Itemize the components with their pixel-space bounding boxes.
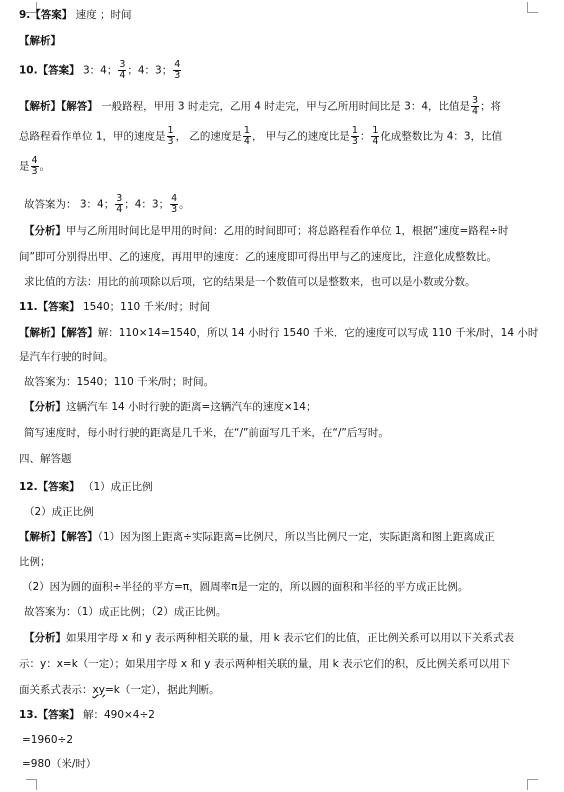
q10-analysis-note-2: 间”即可分别得出甲、乙的速度，再用甲的速度：乙的速度即可得出甲与乙的速度比，注意化成整数比。 [19, 251, 497, 263]
denominator: 4 [372, 136, 379, 147]
fraction [243, 126, 251, 147]
q12-final-answer: 故答案为：（1）成正比例；（2）成正比例。 [24, 606, 227, 618]
q11-answer-line [19, 300, 546, 314]
analysis-text: 。 [39, 160, 51, 173]
numerator: 4 [171, 193, 178, 204]
fraction [170, 194, 178, 215]
denominator: 3 [31, 166, 38, 177]
fraction [173, 60, 181, 81]
answer-text: ；4：3； [124, 198, 170, 211]
analysis-text: ： [359, 130, 371, 143]
analysis-tag: 【分析】 [24, 401, 66, 413]
analysis-text: 化成整数比为 4：3，比值 [380, 130, 503, 143]
analysis-text: ；将 [480, 100, 502, 113]
denominator: 3 [351, 136, 358, 147]
analysis-tag: 【解析】【解答】 [19, 100, 98, 113]
numerator: 1 [372, 125, 379, 136]
denominator: 4 [119, 70, 126, 81]
analysis-text: =k（一定），据此判断。 [104, 684, 220, 696]
corner-mark-bottom-right [527, 779, 538, 790]
numerator: 4 [174, 59, 181, 70]
answer-text: 3：4； [82, 64, 118, 77]
fraction [471, 96, 479, 117]
q10-final-answer [24, 194, 546, 215]
q13-step-3: =980（米/时） [22, 758, 97, 770]
q10-analysis-line-2 [19, 126, 546, 147]
answer-tag: 【答案】 [30, 9, 73, 21]
answer-tag: 【答案】 [37, 301, 80, 313]
denominator: 4 [243, 136, 250, 147]
analysis-text: 总路程看作单位 1，甲的速度是 [19, 130, 166, 143]
q10-analysis-line-3 [19, 156, 546, 177]
section-heading: 四、解答题 [19, 453, 72, 465]
fraction [371, 126, 379, 147]
q12-answer-line [19, 480, 546, 494]
q11-analysis-line-1 [19, 326, 546, 340]
denominator: 3 [174, 70, 181, 81]
analysis-text: 是 [19, 160, 30, 173]
analysis-tag: 【解析】【解答】 [19, 531, 98, 543]
q12-answer-part-2: （2）成正比例 [24, 506, 94, 518]
analysis-text: 一般路程，甲用 3 时走完，乙用 4 时走完，甲与乙所用时间比是 3：4，比值是 [101, 100, 471, 113]
q9-answer-line [19, 8, 546, 22]
analysis-tag: 【分析】 [24, 632, 66, 644]
answer-text: 。 [179, 198, 190, 211]
q12-analysis-line-1 [19, 530, 546, 544]
analysis-text: （1）因为图上距离÷实际距离=比例尺，所以当比例尺一定，实际距离和图上距离成正 [97, 531, 495, 543]
analysis-text: 这辆汽车 14 小时行驶的距离=这辆汽车的速度×14； [66, 401, 317, 413]
analysis-tag: 【分析】 [24, 225, 66, 237]
answer-tag: 【答案】 [37, 709, 80, 721]
numerator: 3 [116, 193, 123, 204]
fraction [118, 60, 126, 81]
q13-number: 13. [19, 709, 38, 721]
denominator: 3 [171, 204, 178, 215]
q13-answer: 解：490×4÷2 [82, 709, 155, 721]
analysis-text: 解：110×14=1540，所以 14 小时行 1540 千米．它的速度可以写成 110 千米/时，14 小时 [97, 327, 539, 339]
corner-mark-bottom-left [26, 779, 37, 790]
q11-analysis-note-2: 简写速度时，每小时行驶的距离是几千米，在“/”前面写几千米，在“/”后写时。 [24, 427, 389, 439]
fraction [167, 126, 175, 147]
denominator: 3 [167, 136, 174, 147]
numerator: 1 [167, 125, 174, 136]
fraction [115, 194, 123, 215]
q12-number: 12. [19, 481, 38, 493]
fraction [31, 156, 39, 177]
q12-analysis-line-3: （2）因为圆的面积÷半径的平方=π，圆周率π是一定的，所以圆的面积和半径的平方成正比例。 [22, 581, 469, 593]
analysis-text: ， 乙的速度是 [175, 130, 242, 143]
q10-answer-line [19, 60, 546, 81]
numerator: 1 [351, 125, 358, 136]
q11-analysis-note-1 [24, 400, 546, 414]
q12-answer: （1）成正比例 [82, 481, 153, 493]
q9-analysis-tag: 【解析】 [19, 35, 61, 47]
answer-text: ；4：3； [127, 64, 173, 77]
q9-answer: 速度 ；时间 [75, 9, 132, 21]
q9-number: 9. [19, 9, 31, 21]
numerator: 1 [243, 125, 250, 136]
analysis-text: 如果用字母 x 和 y 表示两种相关联的量，用 k 表示它们的比值，正比例关系可以用以下关系式表 [66, 632, 515, 644]
fraction [351, 126, 359, 147]
numerator: 3 [119, 59, 126, 70]
q10-analysis-note-3: 求比值的方法：用比的前项除以后项，它的结果是一个数值可以是整数来，也可以是小数或分数。 [24, 276, 476, 288]
q11-answer: 1540；110 千米/时；时间 [82, 301, 211, 313]
answer-tag: 【答案】 [37, 481, 80, 493]
q12-analysis-line-2: 比例； [19, 556, 51, 568]
q10-analysis-line-1 [19, 96, 546, 117]
q13-step-2: =1960÷2 [22, 734, 73, 746]
numerator: 3 [472, 95, 479, 106]
q12-analysis-note-1 [24, 631, 546, 645]
q13-answer-line [19, 708, 546, 722]
underlined-term: xy [92, 684, 105, 696]
q11-analysis-line-2: 是汽车行驶的时间。 [19, 351, 114, 363]
q12-analysis-note-2: 示：y：x=k（一定）；如果用字母 x 和 y 表示两种相关联的量，用 k 表示它们的积，反比例关系可以用下 [19, 658, 511, 670]
q11-number: 11. [19, 301, 38, 313]
numerator: 4 [31, 155, 38, 166]
denominator: 4 [472, 106, 479, 117]
denominator: 4 [116, 204, 123, 215]
q10-analysis-note-1 [24, 224, 546, 238]
answer-tag: 【答案】 [37, 64, 80, 77]
analysis-tag: 【解析】【解答】 [19, 327, 98, 339]
q12-analysis-note-3 [19, 683, 546, 697]
answer-text: 故答案为： 3：4； [24, 198, 115, 211]
analysis-text: 甲与乙所用时间比是甲用的时间：乙用的时间即可；将总路程看作单位 1，根据“速度=路程÷时 [66, 225, 509, 237]
analysis-text: 面关系式表示： [19, 684, 93, 696]
analysis-text: ， 甲与乙的速度比是 [251, 130, 350, 143]
q11-final-answer: 故答案为：1540；110 千米/时；时间。 [24, 376, 215, 388]
q10-number: 10. [19, 64, 38, 77]
